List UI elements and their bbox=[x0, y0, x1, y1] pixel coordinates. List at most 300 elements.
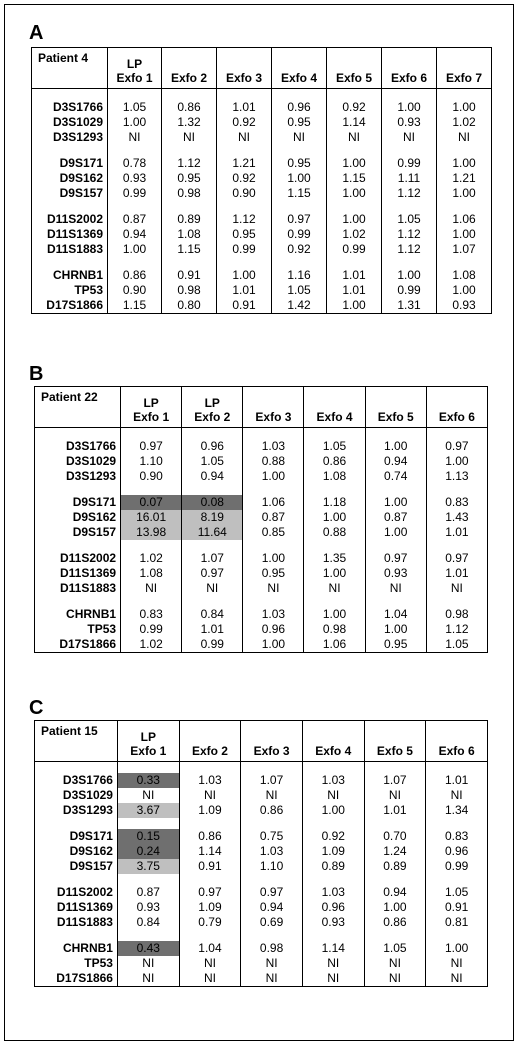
table-row bbox=[32, 130, 492, 145]
value-cell: NI bbox=[426, 788, 488, 803]
value-cell: 1.32 bbox=[162, 115, 217, 130]
column-header bbox=[117, 721, 179, 762]
value-cell: 0.83 bbox=[121, 607, 182, 622]
column-header-line1 bbox=[180, 730, 241, 744]
value-cell: NI bbox=[108, 130, 162, 145]
value-cell: 1.01 bbox=[426, 773, 488, 788]
value-cell: 1.03 bbox=[241, 844, 303, 859]
spacer-row bbox=[35, 596, 488, 607]
value-cell: 1.00 bbox=[302, 803, 364, 818]
table-row bbox=[35, 607, 488, 622]
table-row bbox=[35, 439, 488, 454]
value-cell: 1.04 bbox=[365, 607, 426, 622]
column-header bbox=[121, 387, 182, 428]
column-header-line2: Exfo 1 bbox=[116, 71, 153, 85]
value-cell: 0.96 bbox=[426, 844, 488, 859]
table-row bbox=[32, 156, 492, 171]
value-cell: 1.00 bbox=[272, 171, 327, 186]
table-row bbox=[35, 622, 488, 637]
patient-title: Patient 4 bbox=[32, 48, 108, 89]
value-cell: 1.01 bbox=[364, 803, 426, 818]
marker-label: D3S1029 bbox=[35, 788, 118, 803]
marker-label: D17S1866 bbox=[35, 971, 118, 987]
column-header bbox=[382, 48, 437, 89]
value-cell: 1.00 bbox=[437, 100, 492, 115]
table-row bbox=[35, 525, 488, 540]
spacer-row bbox=[35, 874, 488, 885]
value-cell: 1.09 bbox=[179, 900, 241, 915]
value-cell: 0.87 bbox=[108, 212, 162, 227]
spacer-row bbox=[35, 428, 488, 440]
table-row bbox=[35, 495, 488, 510]
value-cell: 1.24 bbox=[364, 844, 426, 859]
value-cell: 11.64 bbox=[182, 525, 243, 540]
value-cell: 1.21 bbox=[217, 156, 272, 171]
column-header-line2: Exfo 4 bbox=[316, 410, 353, 424]
value-cell: 1.07 bbox=[364, 773, 426, 788]
column-header-line2: Exfo 4 bbox=[315, 744, 352, 758]
value-cell: 1.43 bbox=[426, 510, 487, 525]
value-cell: 1.16 bbox=[272, 268, 327, 283]
column-header bbox=[243, 387, 304, 428]
column-header bbox=[272, 48, 327, 89]
marker-label: D3S1029 bbox=[35, 454, 121, 469]
marker-label: D9S157 bbox=[32, 186, 108, 201]
column-header-line1 bbox=[365, 730, 426, 744]
value-cell: 0.75 bbox=[241, 829, 303, 844]
value-cell: NI bbox=[241, 956, 303, 971]
value-cell: 1.00 bbox=[243, 551, 304, 566]
column-header bbox=[241, 721, 303, 762]
value-cell: 1.00 bbox=[327, 186, 382, 201]
value-cell: NI bbox=[304, 581, 365, 596]
marker-label: CHRNB1 bbox=[32, 268, 108, 283]
marker-label: D11S1883 bbox=[35, 581, 121, 596]
value-cell: 0.94 bbox=[182, 469, 243, 484]
value-cell: 0.98 bbox=[162, 283, 217, 298]
value-cell: 1.42 bbox=[272, 298, 327, 314]
value-cell: NI bbox=[426, 956, 488, 971]
marker-label: D11S1883 bbox=[32, 242, 108, 257]
table-row bbox=[35, 885, 488, 900]
value-cell: 1.34 bbox=[426, 803, 488, 818]
column-header-line2: Exfo 6 bbox=[438, 410, 475, 424]
value-cell: 0.92 bbox=[272, 242, 327, 257]
value-cell: 0.97 bbox=[426, 551, 487, 566]
value-cell: 0.97 bbox=[179, 885, 241, 900]
value-cell: 1.01 bbox=[327, 283, 382, 298]
value-cell: 0.78 bbox=[108, 156, 162, 171]
spacer-row bbox=[35, 762, 488, 774]
value-cell: 1.01 bbox=[217, 100, 272, 115]
value-cell: 1.35 bbox=[304, 551, 365, 566]
value-cell: 0.97 bbox=[272, 212, 327, 227]
value-cell: NI bbox=[302, 971, 364, 987]
value-cell: 0.99 bbox=[108, 186, 162, 201]
panel-label-a: A bbox=[29, 22, 44, 44]
table-row bbox=[35, 971, 488, 987]
table-patient-22 bbox=[34, 386, 488, 653]
marker-label: D17S1866 bbox=[35, 637, 121, 653]
value-cell: NI bbox=[117, 971, 179, 987]
table-row bbox=[32, 115, 492, 130]
value-cell: 0.94 bbox=[365, 454, 426, 469]
value-cell: 0.86 bbox=[108, 268, 162, 283]
value-cell: 0.97 bbox=[121, 439, 182, 454]
value-cell: 1.15 bbox=[108, 298, 162, 314]
value-cell: NI bbox=[437, 130, 492, 145]
column-header-line2: Exfo 4 bbox=[280, 71, 317, 85]
value-cell: 0.83 bbox=[426, 829, 488, 844]
column-header bbox=[108, 48, 162, 89]
value-cell: 1.00 bbox=[437, 156, 492, 171]
value-cell: 1.14 bbox=[179, 844, 241, 859]
value-cell: 0.99 bbox=[121, 622, 182, 637]
value-cell: 1.08 bbox=[304, 469, 365, 484]
value-cell: 1.02 bbox=[121, 637, 182, 653]
spacer-row bbox=[35, 484, 488, 495]
value-cell: 0.84 bbox=[182, 607, 243, 622]
column-header bbox=[217, 48, 272, 89]
value-cell: 1.15 bbox=[162, 242, 217, 257]
column-header bbox=[162, 48, 217, 89]
value-cell: 1.06 bbox=[304, 637, 365, 653]
value-cell: 0.98 bbox=[241, 941, 303, 956]
header-row bbox=[35, 387, 488, 428]
value-cell: 1.12 bbox=[382, 242, 437, 257]
column-header-line2: Exfo 1 bbox=[130, 744, 167, 758]
table-row bbox=[35, 773, 488, 788]
value-cell: 1.00 bbox=[327, 212, 382, 227]
column-header bbox=[304, 387, 365, 428]
value-cell: 0.86 bbox=[364, 915, 426, 930]
marker-label: D11S2002 bbox=[35, 551, 121, 566]
marker-label: D3S1766 bbox=[32, 100, 108, 115]
value-cell: 0.99 bbox=[382, 283, 437, 298]
table-row bbox=[35, 469, 488, 484]
value-cell: NI bbox=[272, 130, 327, 145]
column-header-line1: LP bbox=[143, 396, 159, 410]
value-cell: 0.08 bbox=[182, 495, 243, 510]
value-cell: 0.97 bbox=[426, 439, 487, 454]
value-cell: 0.93 bbox=[108, 171, 162, 186]
column-header-line2: Exfo 2 bbox=[170, 71, 207, 85]
value-cell: NI bbox=[117, 788, 179, 803]
column-header-line2: Exfo 3 bbox=[253, 744, 290, 758]
value-cell: 0.99 bbox=[182, 637, 243, 653]
value-cell: 1.00 bbox=[108, 242, 162, 257]
table-row bbox=[35, 454, 488, 469]
value-cell: 0.98 bbox=[426, 607, 487, 622]
value-cell: 1.03 bbox=[302, 773, 364, 788]
value-cell: 0.33 bbox=[117, 773, 179, 788]
value-cell: 0.99 bbox=[217, 242, 272, 257]
column-header-line2: Exfo 2 bbox=[194, 410, 231, 424]
value-cell: NI bbox=[121, 581, 182, 596]
value-cell: 0.95 bbox=[365, 637, 426, 653]
spacer-row bbox=[32, 201, 492, 212]
value-cell: 1.08 bbox=[437, 268, 492, 283]
header-row bbox=[32, 48, 492, 89]
value-cell: 0.94 bbox=[241, 900, 303, 915]
value-cell: NI bbox=[382, 130, 437, 145]
value-cell: NI bbox=[241, 788, 303, 803]
value-cell: 0.74 bbox=[365, 469, 426, 484]
column-header-line1: LP bbox=[126, 57, 143, 71]
value-cell: 0.98 bbox=[304, 622, 365, 637]
value-cell: 0.87 bbox=[243, 510, 304, 525]
value-cell: 0.95 bbox=[272, 156, 327, 171]
value-cell: 0.80 bbox=[162, 298, 217, 314]
value-cell: 1.02 bbox=[437, 115, 492, 130]
table-row bbox=[35, 510, 488, 525]
value-cell: 1.05 bbox=[382, 212, 437, 227]
value-cell: 1.03 bbox=[302, 885, 364, 900]
value-cell: 0.96 bbox=[272, 100, 327, 115]
value-cell: 0.83 bbox=[426, 495, 487, 510]
value-cell: 1.01 bbox=[182, 622, 243, 637]
value-cell: 0.94 bbox=[108, 227, 162, 242]
value-cell: NI bbox=[162, 130, 217, 145]
value-cell: 0.93 bbox=[382, 115, 437, 130]
value-cell: 0.99 bbox=[382, 156, 437, 171]
value-cell: 1.05 bbox=[304, 439, 365, 454]
value-cell: 0.98 bbox=[162, 186, 217, 201]
table-row bbox=[35, 788, 488, 803]
value-cell: 1.00 bbox=[365, 439, 426, 454]
marker-label: D3S1766 bbox=[35, 773, 118, 788]
table-row bbox=[35, 637, 488, 653]
table-row bbox=[35, 551, 488, 566]
value-cell: 0.88 bbox=[304, 525, 365, 540]
value-cell: 0.97 bbox=[241, 885, 303, 900]
column-header-line1 bbox=[366, 396, 426, 410]
value-cell: 1.10 bbox=[241, 859, 303, 874]
value-cell: 1.00 bbox=[243, 469, 304, 484]
value-cell: 0.95 bbox=[217, 227, 272, 242]
value-cell: 0.95 bbox=[272, 115, 327, 130]
value-cell: 1.00 bbox=[382, 268, 437, 283]
marker-label: CHRNB1 bbox=[35, 607, 121, 622]
column-header-line2: Exfo 5 bbox=[335, 71, 372, 85]
value-cell: 0.99 bbox=[426, 859, 488, 874]
value-cell: 0.96 bbox=[182, 439, 243, 454]
marker-label: D11S2002 bbox=[35, 885, 118, 900]
value-cell: 1.00 bbox=[365, 525, 426, 540]
value-cell: 1.00 bbox=[108, 115, 162, 130]
value-cell: 0.91 bbox=[162, 268, 217, 283]
value-cell: NI bbox=[364, 788, 426, 803]
column-header-line2: Exfo 1 bbox=[133, 410, 170, 424]
table-row bbox=[35, 915, 488, 930]
marker-label: D9S162 bbox=[35, 510, 121, 525]
spacer-row bbox=[35, 818, 488, 829]
value-cell: 1.00 bbox=[437, 283, 492, 298]
value-cell: 1.01 bbox=[217, 283, 272, 298]
table-row bbox=[35, 803, 488, 818]
value-cell: 1.01 bbox=[426, 566, 487, 581]
value-cell: 1.00 bbox=[304, 566, 365, 581]
value-cell: 0.86 bbox=[241, 803, 303, 818]
spacer-row bbox=[35, 540, 488, 551]
value-cell: NI bbox=[426, 581, 487, 596]
value-cell: 1.00 bbox=[364, 900, 426, 915]
value-cell: 0.91 bbox=[179, 859, 241, 874]
column-header bbox=[426, 387, 487, 428]
value-cell: 1.00 bbox=[327, 156, 382, 171]
column-header-line2: Exfo 7 bbox=[445, 71, 482, 85]
value-cell: 1.08 bbox=[121, 566, 182, 581]
value-cell: 1.05 bbox=[182, 454, 243, 469]
column-header bbox=[437, 48, 492, 89]
marker-label: D11S1369 bbox=[35, 900, 118, 915]
value-cell: 0.93 bbox=[365, 566, 426, 581]
marker-label: TP53 bbox=[35, 622, 121, 637]
marker-label: D9S171 bbox=[35, 829, 118, 844]
value-cell: 16.01 bbox=[121, 510, 182, 525]
value-cell: 1.09 bbox=[179, 803, 241, 818]
column-header-line2: Exfo 3 bbox=[255, 410, 292, 424]
table-row bbox=[35, 859, 488, 874]
marker-label: TP53 bbox=[32, 283, 108, 298]
value-cell: 0.89 bbox=[302, 859, 364, 874]
value-cell: 1.00 bbox=[426, 454, 487, 469]
value-cell: 0.90 bbox=[121, 469, 182, 484]
value-cell: 1.05 bbox=[272, 283, 327, 298]
column-header bbox=[182, 387, 243, 428]
value-cell: 0.91 bbox=[217, 298, 272, 314]
value-cell: NI bbox=[179, 971, 241, 987]
value-cell: 0.90 bbox=[108, 283, 162, 298]
value-cell: 1.00 bbox=[426, 941, 488, 956]
value-cell: 0.85 bbox=[243, 525, 304, 540]
value-cell: 0.93 bbox=[302, 915, 364, 930]
value-cell: 1.00 bbox=[382, 100, 437, 115]
value-cell: 0.96 bbox=[243, 622, 304, 637]
value-cell: 1.31 bbox=[382, 298, 437, 314]
value-cell: 1.03 bbox=[243, 439, 304, 454]
value-cell: 0.24 bbox=[117, 844, 179, 859]
value-cell: 1.14 bbox=[302, 941, 364, 956]
column-header-line1 bbox=[303, 730, 364, 744]
value-cell: 1.04 bbox=[179, 941, 241, 956]
value-cell: 0.96 bbox=[302, 900, 364, 915]
value-cell: 1.00 bbox=[365, 495, 426, 510]
table-row bbox=[32, 171, 492, 186]
table-row bbox=[32, 212, 492, 227]
value-cell: 1.18 bbox=[304, 495, 365, 510]
value-cell: 1.05 bbox=[364, 941, 426, 956]
column-header-line2: Exfo 6 bbox=[390, 71, 427, 85]
table-patient-4 bbox=[31, 47, 492, 314]
table-row bbox=[35, 566, 488, 581]
value-cell: 1.12 bbox=[382, 186, 437, 201]
column-header-line1: LP bbox=[204, 396, 220, 410]
value-cell: NI bbox=[217, 130, 272, 145]
value-cell: 0.86 bbox=[179, 829, 241, 844]
table-row bbox=[32, 186, 492, 201]
value-cell: 0.95 bbox=[243, 566, 304, 581]
value-cell: 0.81 bbox=[426, 915, 488, 930]
marker-label: D11S1369 bbox=[32, 227, 108, 242]
marker-label: D17S1866 bbox=[32, 298, 108, 314]
value-cell: 1.00 bbox=[365, 622, 426, 637]
value-cell: 0.95 bbox=[162, 171, 217, 186]
value-cell: 0.92 bbox=[302, 829, 364, 844]
value-cell: 0.87 bbox=[117, 885, 179, 900]
patient-title: Patient 15 bbox=[35, 721, 118, 762]
value-cell: NI bbox=[364, 956, 426, 971]
column-header-line1: LP bbox=[140, 730, 156, 744]
header-row bbox=[35, 721, 488, 762]
spacer-row bbox=[32, 89, 492, 101]
value-cell: 1.03 bbox=[179, 773, 241, 788]
spacer-row bbox=[32, 257, 492, 268]
value-cell: 0.84 bbox=[117, 915, 179, 930]
value-cell: 0.07 bbox=[121, 495, 182, 510]
value-cell: 1.06 bbox=[437, 212, 492, 227]
value-cell: 0.87 bbox=[365, 510, 426, 525]
marker-label: D11S1369 bbox=[35, 566, 121, 581]
column-header bbox=[364, 721, 426, 762]
value-cell: 0.99 bbox=[327, 242, 382, 257]
marker-label: D3S1293 bbox=[35, 469, 121, 484]
value-cell: 1.00 bbox=[437, 186, 492, 201]
value-cell: 0.88 bbox=[243, 454, 304, 469]
value-cell: 0.97 bbox=[182, 566, 243, 581]
column-header-line1 bbox=[327, 57, 381, 71]
value-cell: 1.03 bbox=[243, 607, 304, 622]
table-row bbox=[35, 581, 488, 596]
value-cell: 0.15 bbox=[117, 829, 179, 844]
column-header-line1 bbox=[427, 396, 487, 410]
marker-label: D11S2002 bbox=[32, 212, 108, 227]
value-cell: 1.15 bbox=[272, 186, 327, 201]
table-row bbox=[35, 900, 488, 915]
marker-label: D9S157 bbox=[35, 525, 121, 540]
value-cell: 0.97 bbox=[365, 551, 426, 566]
table-row bbox=[35, 956, 488, 971]
table-row bbox=[35, 844, 488, 859]
value-cell: NI bbox=[426, 971, 488, 987]
value-cell: 0.89 bbox=[162, 212, 217, 227]
patient-title: Patient 22 bbox=[35, 387, 121, 428]
value-cell: 1.01 bbox=[426, 525, 487, 540]
value-cell: 1.14 bbox=[327, 115, 382, 130]
column-header-line1 bbox=[243, 396, 303, 410]
column-header-line1 bbox=[217, 57, 271, 71]
column-header bbox=[302, 721, 364, 762]
value-cell: NI bbox=[117, 956, 179, 971]
column-header bbox=[179, 721, 241, 762]
column-header-line2: Exfo 6 bbox=[438, 744, 475, 758]
value-cell: NI bbox=[182, 581, 243, 596]
column-header-line1 bbox=[437, 57, 491, 71]
marker-label: D9S171 bbox=[35, 495, 121, 510]
column-header-line1 bbox=[162, 57, 216, 71]
value-cell: 1.12 bbox=[217, 212, 272, 227]
column-header bbox=[327, 48, 382, 89]
value-cell: 1.15 bbox=[327, 171, 382, 186]
value-cell: 3.67 bbox=[117, 803, 179, 818]
column-header-line1 bbox=[241, 730, 302, 744]
value-cell: 1.09 bbox=[302, 844, 364, 859]
value-cell: 0.69 bbox=[241, 915, 303, 930]
value-cell: 1.00 bbox=[327, 298, 382, 314]
column-header-line2: Exfo 5 bbox=[377, 410, 414, 424]
value-cell: 0.92 bbox=[327, 100, 382, 115]
column-header-line1 bbox=[426, 730, 487, 744]
